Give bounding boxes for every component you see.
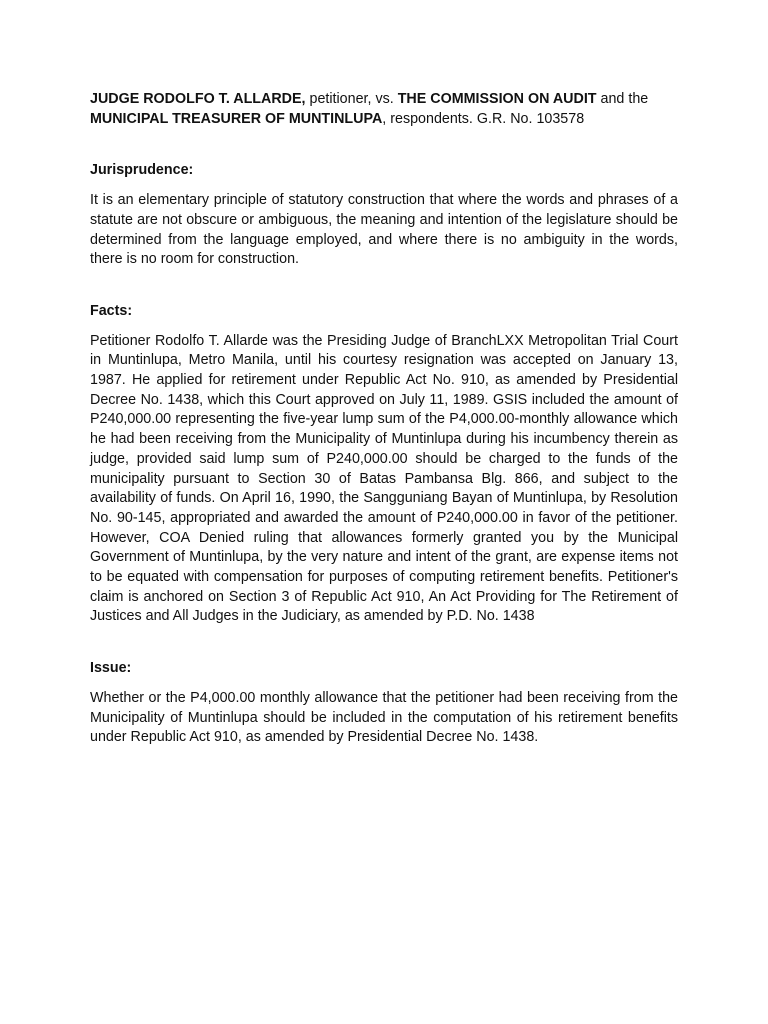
facts-text: Petitioner Rodolfo T. Allarde was the Presiding Judge of BranchLXX Metropolitan Trial Court in Muntinlupa, Metro Manila, until his courtesy resignation was accepted on January 13, 1987. He applied for retirement under Republic Act No. 910, as amended by Presidential Decree No. 1438, which this Court approved on July 11, 1989. GSIS included the amount of P240,000.00 representing the five-year lump sum of the P4,000.00-monthly allowance which he had been receiving from the Municipality of Muntinlupa during his incumbency therein as judge, provided said lump sum of P240,000.00 should be charged to the funds of the municipality pursuant to Section 30 of Batas Pambansa Blg. 866, and subject to the availability of funds. On April 16, 1990, the Sangguniang Bayan of Muntinlupa, by Resolution No. 90-145, appropriated and awarded the amount of P240,000.00 in favor of the petitioner. However, COA Denied ruling that allowances formerly granted you by the Municipal Government of Muntinlupa, by the very nature and intent of the grant, are expense items not to be equated with compensation for purposes of computing retirement benefits. Petitioner's claim is anchored on Section 3 of Republic Act 910, An Act Providing for The Retirement of Justices and All Judges in the Judiciary, as amended by P.D. No. 1438 (90, 332, 678, 625)
case-title (90, 90, 678, 129)
title-connector: and the (596, 91, 649, 107)
jurisprudence-text: It is an elementary principle of statutory construction that where the words and phrases of a statute are not obscure or ambiguous, the meaning and intention of the legislature should be determined from the language employed, and where there is no ambiguity in the words, there is no room for construction. (90, 192, 678, 268)
facts-heading: Facts: (90, 302, 133, 319)
jurisprudence-heading: Jurisprudence: (90, 162, 194, 179)
issue-heading: Issue: (90, 660, 132, 677)
case-number: , respondents. G.R. No. 103578 (382, 110, 585, 127)
petitioner-role: petitioner, vs. (305, 91, 398, 107)
respondent-commission: THE COMMISSION ON AUDIT (397, 91, 597, 107)
respondent-treasurer: MUNICIPAL TREASURER OF MUNTINLUPA (90, 110, 383, 127)
petitioner-name: JUDGE RODOLFO T. ALLARDE, (90, 91, 306, 107)
document-body (90, 90, 678, 748)
issue-text: Whether or the P4,000.00 monthly allowance that the petitioner had been receiving from the Municipality of Muntinlupa should be included in the computation of his retirement benefits under Republic Act 910, as amended by Presidential Decree No. 1438. (90, 689, 678, 746)
